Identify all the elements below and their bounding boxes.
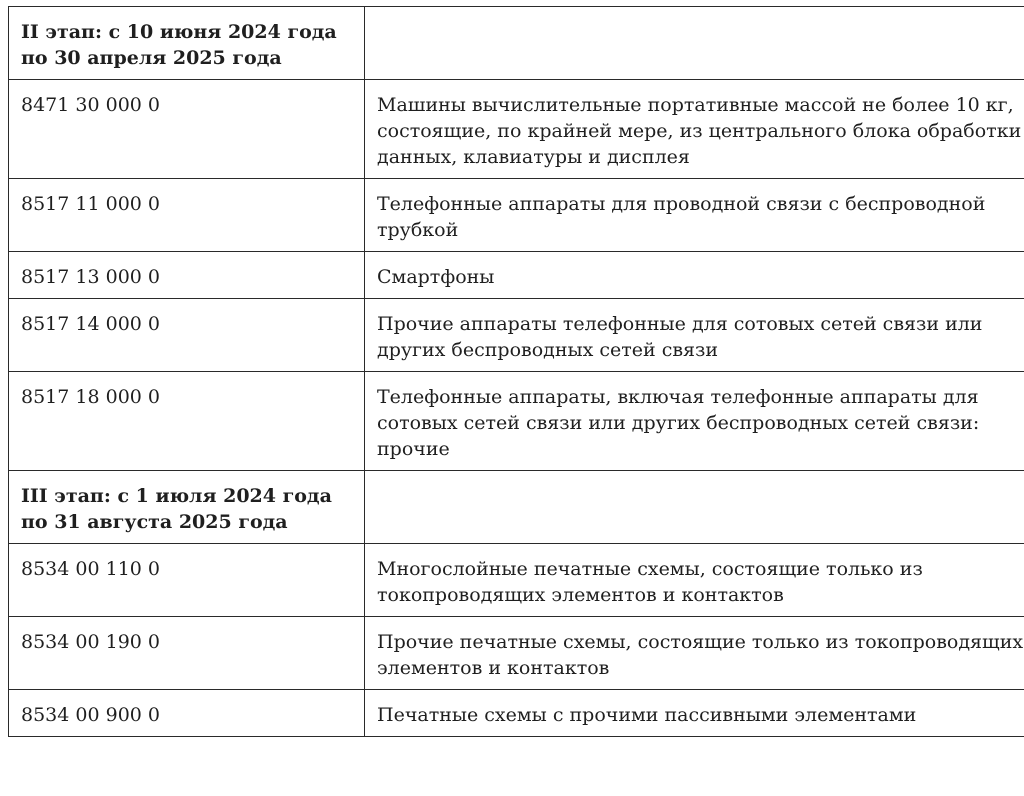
stage-empty-cell xyxy=(365,471,1024,544)
stage-title: III этап: с 1 июля 2024 года по 31 августа 2025 года xyxy=(9,471,365,544)
product-description: Печатные схемы с прочими пассивными элементами xyxy=(365,690,1024,737)
table-row xyxy=(9,80,1024,179)
table-row xyxy=(9,372,1024,471)
tnved-code: 8534 00 110 0 xyxy=(9,544,365,617)
tnved-code: 8517 11 000 0 xyxy=(9,179,365,252)
product-description: Машины вычислительные портативные массой не более 10 кг, состоящие, по крайней мере, из центрального блока обработки данных, клавиатуры и дисплея xyxy=(365,80,1024,179)
table-row xyxy=(9,690,1024,737)
tnved-code: 8534 00 900 0 xyxy=(9,690,365,737)
table-row xyxy=(9,299,1024,372)
product-description: Телефонные аппараты для проводной связи с беспроводной трубкой xyxy=(365,179,1024,252)
table-row xyxy=(9,544,1024,617)
tnved-code: 8534 00 190 0 xyxy=(9,617,365,690)
table-row xyxy=(9,252,1024,299)
stage-title: II этап: с 10 июня 2024 года по 30 апреля 2025 года xyxy=(9,7,365,80)
tnved-code: 8517 13 000 0 xyxy=(9,252,365,299)
product-description: Телефонные аппараты, включая телефонные аппараты для сотовых сетей связи или других беспроводных сетей связи: прочие xyxy=(365,372,1024,471)
product-description: Прочие печатные схемы, состоящие только из токопроводящих элементов и контактов xyxy=(365,617,1024,690)
table-row xyxy=(9,617,1024,690)
tnved-code: 8517 18 000 0 xyxy=(9,372,365,471)
stage-empty-cell xyxy=(365,7,1024,80)
tnved-code: 8471 30 000 0 xyxy=(9,80,365,179)
product-description: Смартфоны xyxy=(365,252,1024,299)
stage-header-row xyxy=(9,7,1024,80)
stage-header-row xyxy=(9,471,1024,544)
product-description: Многослойные печатные схемы, состоящие только из токопроводящих элементов и контактов xyxy=(365,544,1024,617)
table-row xyxy=(9,179,1024,252)
product-description: Прочие аппараты телефонные для сотовых сетей связи или других беспроводных сетей связи xyxy=(365,299,1024,372)
tnved-code: 8517 14 000 0 xyxy=(9,299,365,372)
customs-code-table xyxy=(8,6,1024,737)
